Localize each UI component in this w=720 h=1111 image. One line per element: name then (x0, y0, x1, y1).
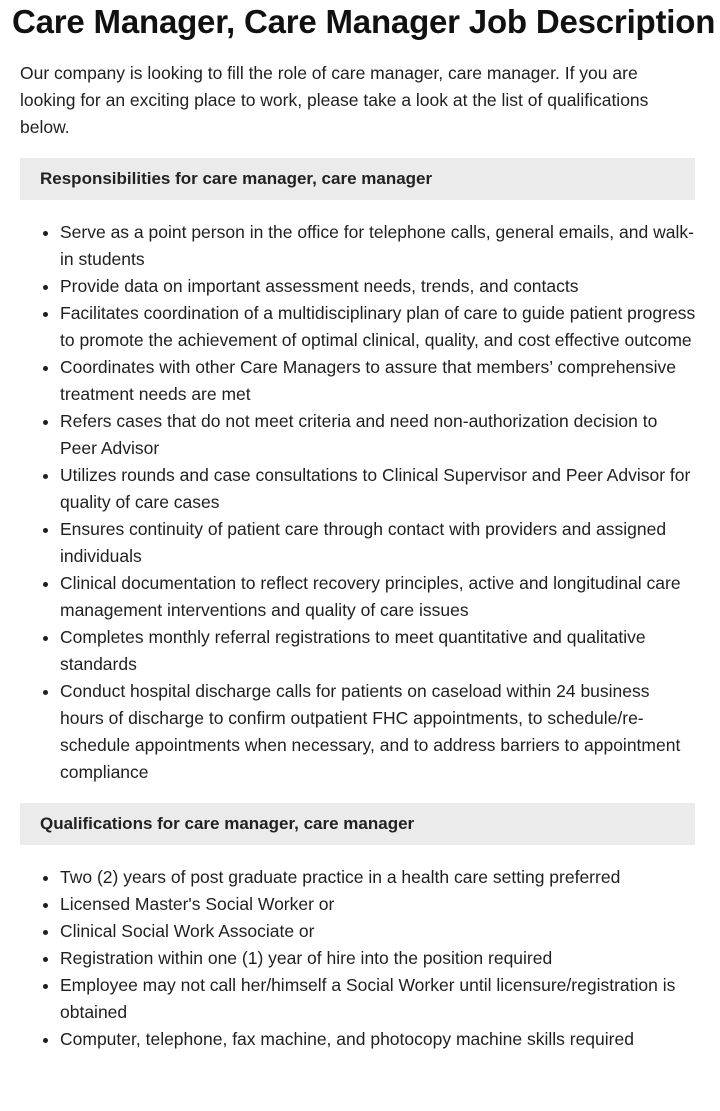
intro-paragraph: Our company is looking to fill the role of care manager, care manager. If you are looking for an exciting place to work, please take a look at the list of qualifications below. (20, 63, 649, 137)
list-item: • Completes monthly referral registrations to meet quantitative and qualitative standards (60, 624, 696, 678)
list-item: • Clinical Social Work Associate or (60, 918, 696, 945)
list-item: • Coordinates with other Care Managers to assure that members’ comprehensive treatment needs are met (60, 354, 696, 408)
list-item: • Clinical documentation to reflect recovery principles, active and longitudinal care management interventions and quality of care issues (60, 570, 696, 624)
list-item: • Refers cases that do not meet criteria and need non-authorization decision to Peer Advisor (60, 408, 696, 462)
list-item: • Serve as a point person in the office for telephone calls, general emails, and walk-in students (60, 219, 696, 273)
list-item: • Provide data on important assessment needs, trends, and contacts (60, 273, 696, 300)
list-item: • Facilitates coordination of a multidisciplinary plan of care to guide patient progress to promote the achievement of optimal clinical, quality, and cost effective outcome (60, 300, 696, 354)
list-item: • Employee may not call her/himself a Social Worker until licensure/registration is obtained (60, 972, 696, 1026)
list-item: • Registration within one (1) year of hire into the position required (60, 945, 696, 972)
list-item: • Conduct hospital discharge calls for patients on caseload within 24 business hours of discharge to confirm outpatient FHC appointments, to schedule/re-schedule appointments when necessary, and to address barriers to appointment compliance (60, 678, 696, 786)
responsibilities-list (20, 219, 696, 786)
list-item: • Computer, telephone, fax machine, and photocopy machine skills required (60, 1026, 696, 1053)
responsibilities-heading: Responsibilities for care manager, care manager (20, 158, 695, 200)
page-title: Care Manager, Care Manager Job Description (12, 3, 716, 40)
list-item: • Utilizes rounds and case consultations to Clinical Supervisor and Peer Advisor for quality of care cases (60, 462, 696, 516)
list-item: • Ensures continuity of patient care through contact with providers and assigned individuals (60, 516, 696, 570)
qualifications-heading: Qualifications for care manager, care manager (20, 803, 695, 845)
qualifications-list (20, 864, 696, 1053)
list-item: • Licensed Master's Social Worker or (60, 891, 696, 918)
list-item: • Two (2) years of post graduate practice in a health care setting preferred (60, 864, 696, 891)
